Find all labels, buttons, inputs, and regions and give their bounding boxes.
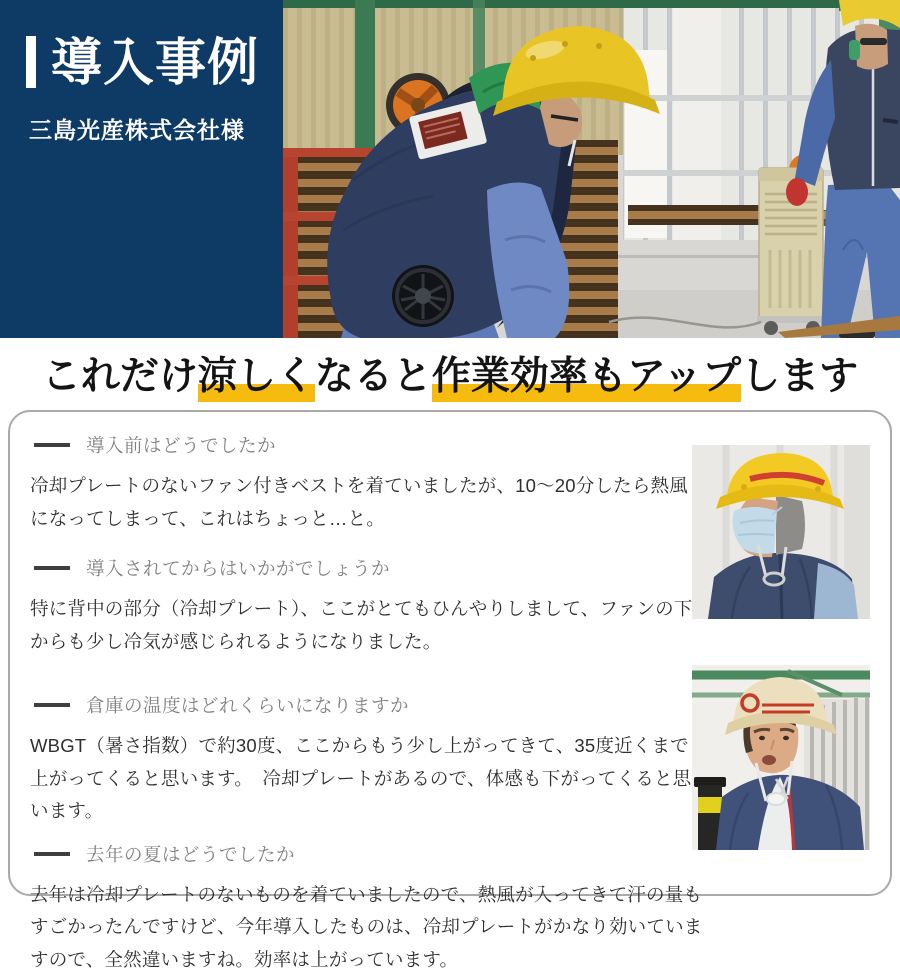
question-text: 去年の夏はどうでしたか [86,843,296,865]
warehouse-scene [283,0,900,338]
answer-text: 冷却プレートのないファン付きベストを着ていましたが、10～20分したら熱風になってしまって、これはちょっと…と。 [30,475,688,529]
question-dash [34,852,70,856]
open-mouth [762,755,776,765]
vest-cooling-fan [392,265,454,327]
page-title: 導入事例 [51,33,260,91]
headline-band [0,338,900,408]
question-row [34,555,704,581]
qa-section [24,692,704,828]
headline-segment-highlighted: 作業効率もアップ [432,355,741,402]
worker-with-mask-portrait [692,445,870,619]
answer-text: 特に背中の部分（冷却プレート）、ここがとてもひんやりしまして、ファンの下からも少し冷気が感じられるようになりました。 [30,598,693,652]
ear-protector [849,40,860,60]
question-dash [34,566,70,570]
wall-pillar [673,0,721,240]
headline-segment: なると [314,355,432,398]
answer-text: WBGT（暑さ指数）で約30度、ここからもう少し上がってきて、35度近くまで上がってくると思います。 冷却プレートがあるので、体感も下がってくると思います。 [30,735,692,822]
company-name: 三島光産株式会社様 [29,117,245,143]
question-dash [34,443,70,447]
qa-section [24,555,704,658]
green-beam [283,0,900,8]
headline-segment: します [741,355,859,398]
interview-box [8,410,892,970]
headline [42,345,858,401]
answer-text: 去年は冷却プレートのないものを着ていましたので、熱風が入ってきて汗の量もすごかったんですけど、今年導入したものは、冷却プレートがかなり効いていますので、全然違いますね。効率は上がっています。 [30,883,703,970]
question-dash [34,703,70,707]
title-row [26,33,283,91]
floor-pallets [628,205,778,225]
question-row [34,432,704,458]
green-column [355,0,375,152]
worker-talking-portrait [692,665,870,850]
question-text: 倉庫の温度はどれくらいになりますか [86,695,410,717]
hero-section [0,0,900,338]
title-accent-bar [26,36,36,88]
question-row [34,841,704,867]
headline-segment: これだけ [41,355,198,398]
warehouse-photo [283,0,900,338]
question-row [34,692,704,718]
question-text: 導入前はどうでしたか [86,435,277,456]
question-text: 導入されてからはいかがでしょうか [86,558,391,580]
headline-segment-highlighted: 涼しく [198,355,315,402]
red-glove [786,178,808,206]
qa-section [24,432,704,535]
gray-hair [776,495,805,555]
case-study-header [0,0,283,338]
qa-section [24,841,704,976]
